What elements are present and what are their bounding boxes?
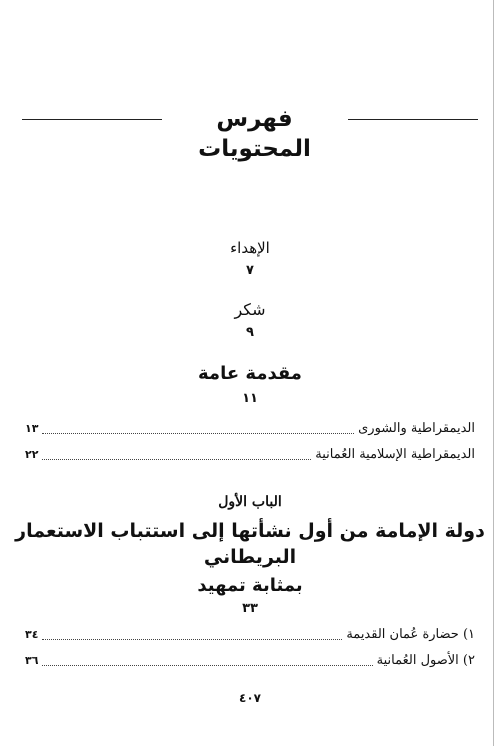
dedication-label: الإهداء	[230, 239, 270, 257]
thanks-label: شكر	[234, 300, 266, 319]
page-edge-line	[493, 0, 494, 746]
toc-leader-dots	[42, 665, 372, 666]
page-title: فهرس المحتويات	[198, 106, 311, 162]
introduction-page: ١١	[242, 391, 258, 406]
toc-entry-page: ٢٢	[25, 448, 39, 461]
toc-title-row	[22, 104, 478, 162]
preface-page: ٣٣	[242, 601, 258, 616]
title-rule-right	[348, 119, 478, 120]
toc-entry-label: ٢) الأصول العُمانية	[376, 653, 475, 668]
toc-entry-label: الديمقراطية والشورى	[358, 421, 475, 436]
toc-entry-page: ٣٤	[25, 628, 39, 641]
part-one-label: الباب الأول	[218, 494, 282, 510]
toc-entry	[25, 650, 475, 670]
introduction-heading: مقدمة عامة	[198, 363, 302, 384]
toc-entry-label: الديمقراطية الإسلامية العُمانية	[315, 447, 475, 462]
toc-leader-dots	[42, 433, 354, 434]
toc-entry	[25, 418, 475, 438]
toc-leader-dots	[42, 459, 311, 460]
toc-entry-page: ٣٦	[25, 654, 39, 667]
dedication-page: ٧	[246, 263, 254, 278]
toc-entry-page: ١٣	[25, 422, 39, 435]
toc-leader-dots	[42, 639, 342, 640]
toc-entry-label: ١) حضارة عُمان القديمة	[346, 627, 475, 642]
preface-heading: بمثابة تمهيد	[197, 575, 303, 596]
thanks-page: ٩	[246, 325, 254, 340]
page-number: ٤٠٧	[239, 691, 261, 705]
toc-entry	[25, 624, 475, 644]
title-rule-left	[22, 119, 162, 120]
part-one-title: دولة الإمامة من أول نشأتها إلى استتباب الاستعمار البريطاني	[15, 520, 485, 568]
toc-entry	[25, 444, 475, 464]
